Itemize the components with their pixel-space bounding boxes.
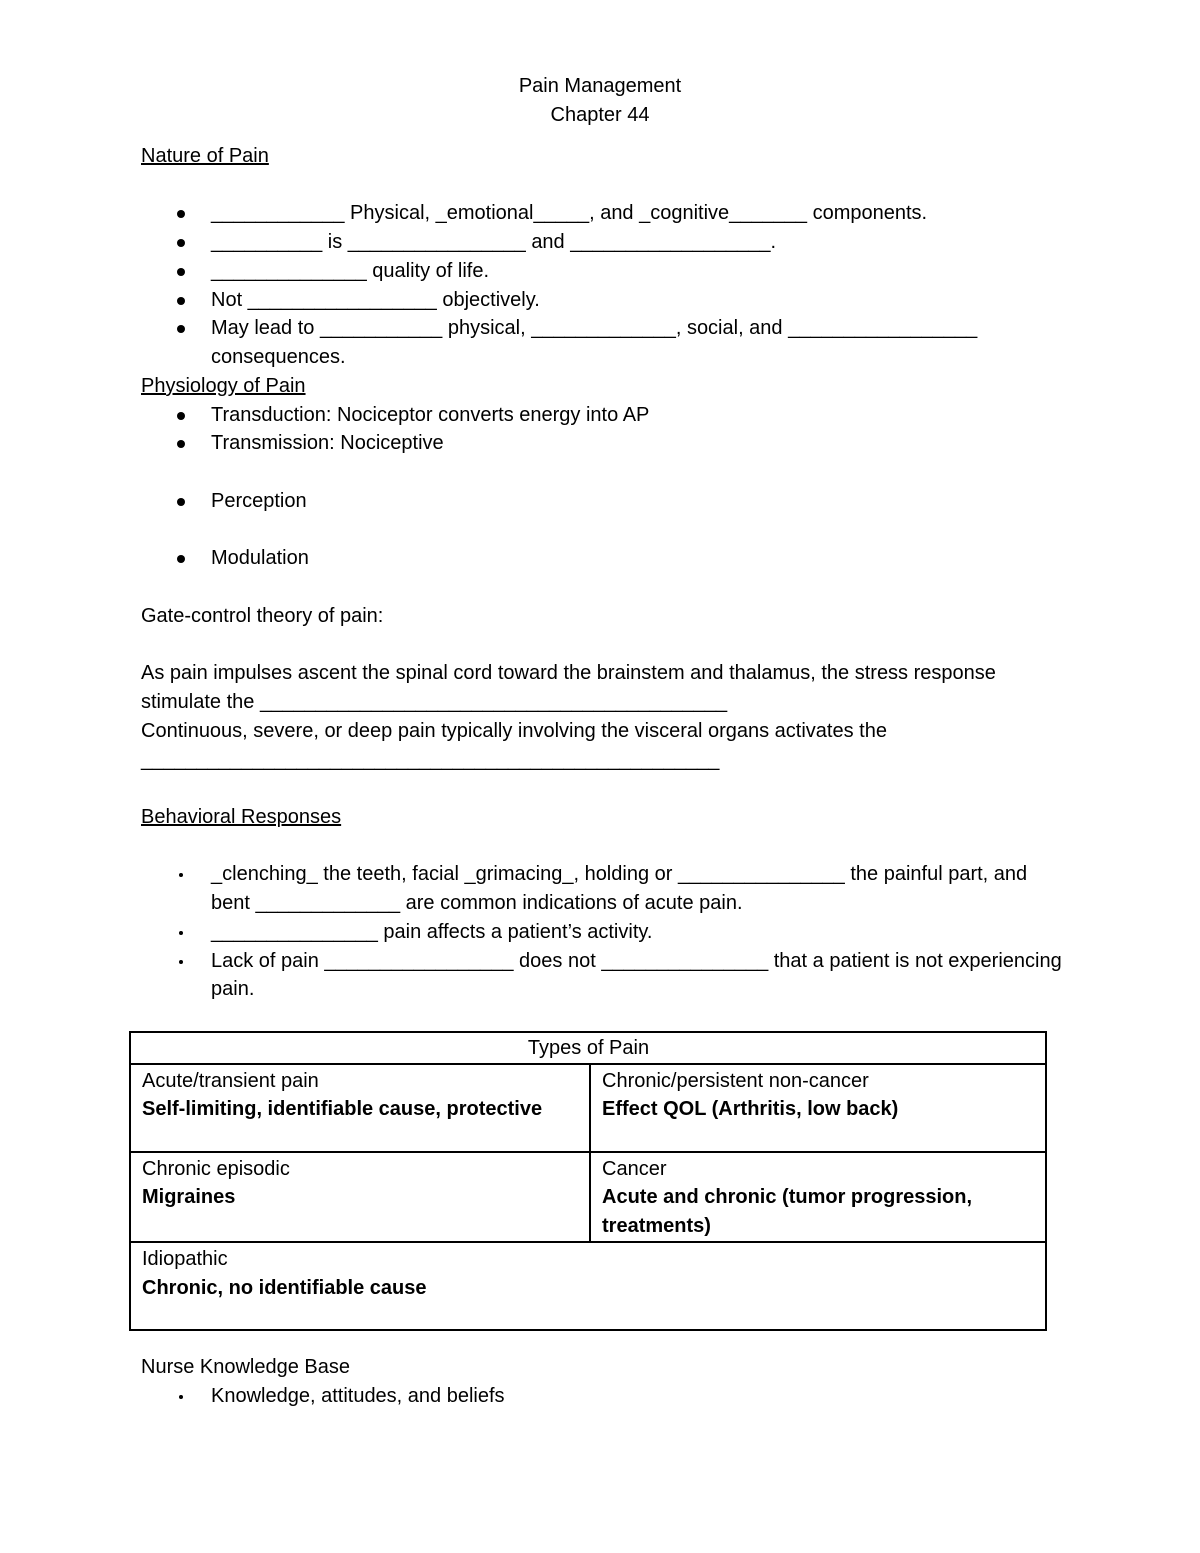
behavioral-list (141, 860, 1071, 1004)
physiology-list (141, 401, 1071, 573)
table-cell (590, 1152, 1046, 1242)
chapter-subtitle: Chapter 44 (550, 104, 650, 126)
table-title: Types of Pain (130, 1032, 1046, 1064)
nature-of-pain-list (141, 199, 1071, 371)
behavioral-responses-section (141, 803, 1071, 1004)
list-item: Modulation (141, 544, 1071, 573)
nurse-knowledge-section (141, 1353, 1071, 1410)
table-cell (130, 1064, 590, 1152)
list-item: Lack of pain _________________ does not _______________ that a patient is not experiencing pain. (141, 947, 1071, 1004)
list-item: __________ is ________________ and __________________. (141, 228, 1071, 257)
list-item: _______________ pain affects a patient’s activity. (141, 918, 1071, 947)
pain-type-name: Chronic episodic (142, 1157, 290, 1180)
pain-type-description: Self-limiting, identifiable cause, protective (142, 1098, 543, 1121)
gate-control-paragraph-1: As pain impulses ascent the spinal cord toward the brainstem and thalamus, the stress response stimulate the __________________________________________ (141, 662, 996, 714)
document-title: Pain Management (518, 75, 682, 97)
nature-of-pain-section (141, 142, 1071, 372)
pain-type-name: Chronic/persistent non-cancer (602, 1069, 869, 1092)
physiology-of-pain-heading: Physiology of Pain (141, 375, 306, 397)
list-item: Transduction: Nociceptor converts energy into AP (141, 401, 1071, 430)
nurse-knowledge-heading: Nurse Knowledge Base (141, 1356, 351, 1378)
pain-type-name: Idiopathic (142, 1247, 228, 1270)
gate-control-section (141, 602, 1071, 774)
pain-type-description: Acute and chronic (tumor progression, treatments) (602, 1186, 973, 1238)
table-cell (590, 1064, 1046, 1152)
physiology-of-pain-section (141, 372, 1071, 573)
behavioral-responses-heading: Behavioral Responses (141, 806, 342, 828)
table-row (130, 1152, 1046, 1242)
table-cell (130, 1242, 1046, 1330)
spacer (141, 458, 1071, 487)
gate-control-blank: ____________________________________________________ (141, 748, 720, 771)
nature-of-pain-heading: Nature of Pain (141, 145, 269, 167)
pain-type-description: Effect QOL (Arthritis, low back) (602, 1098, 899, 1121)
list-item: ____________ Physical, _emotional_____, and _cognitive_______ components. (141, 199, 1071, 228)
list-item: _clenching_ the teeth, facial _grimacing_, holding or _______________ the painful part, and bent _____________ are common indications of acute pain. (141, 860, 1071, 917)
list-item: Knowledge, attitudes, and beliefs (141, 1382, 1071, 1411)
pain-type-name: Cancer (602, 1157, 667, 1180)
table-row (130, 1064, 1046, 1152)
pain-type-description: Chronic, no identifiable cause (142, 1276, 427, 1299)
nurse-knowledge-list (141, 1382, 1071, 1411)
table-row (130, 1242, 1046, 1330)
list-item: May lead to ___________ physical, _____________, social, and _________________ consequences. (141, 314, 1071, 371)
pain-type-name: Acute/transient pain (142, 1069, 319, 1092)
list-item: Not _________________ objectively. (141, 286, 1071, 315)
types-of-pain-table (129, 1031, 1047, 1331)
table-cell (130, 1152, 590, 1242)
spacer (141, 516, 1071, 545)
list-item: Transmission: Nociceptive (141, 429, 1071, 458)
gate-control-label: Gate-control theory of pain: (141, 605, 384, 627)
list-item: Perception (141, 487, 1071, 516)
pain-type-description: Migraines (142, 1186, 236, 1209)
list-item: ______________ quality of life. (141, 257, 1071, 286)
gate-control-paragraph-2: Continuous, severe, or deep pain typically involving the visceral organs activates the (141, 719, 887, 742)
